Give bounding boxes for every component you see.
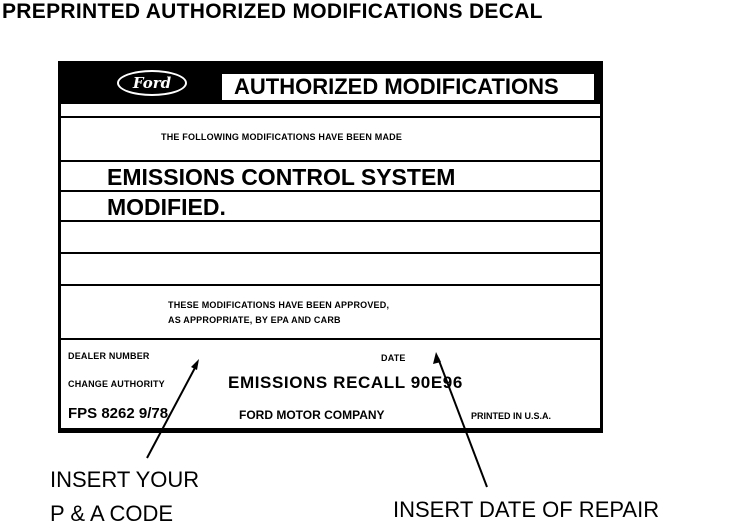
- callout-left-line-1: INSERT YOUR: [50, 467, 200, 492]
- modification-text-1: EMISSIONS CONTROL SYSTEM: [107, 164, 456, 190]
- callout-right: INSERT DATE OF REPAIR: [393, 497, 660, 522]
- date-label: DATE: [381, 353, 406, 363]
- recall-text: EMISSIONS RECALL 90E96: [228, 373, 463, 392]
- form-number: FPS 8262 9/78: [68, 405, 169, 422]
- company-name: FORD MOTOR COMPANY: [239, 408, 385, 422]
- intro-text: THE FOLLOWING MODIFICATIONS HAVE BEEN MADE: [161, 132, 403, 142]
- right-arrow: [433, 352, 487, 487]
- ford-logo: Ford: [117, 70, 187, 96]
- decal-header-title: AUTHORIZED MODIFICATIONS: [220, 72, 596, 102]
- left-arrow: [147, 359, 199, 458]
- approval-text-2: AS APPROPRIATE, BY EPA AND CARB: [168, 315, 341, 325]
- dealer-number-label: DEALER NUMBER: [68, 351, 150, 361]
- printed-in-text: PRINTED IN U.S.A.: [471, 411, 552, 421]
- modification-text-2: MODIFIED.: [107, 194, 226, 220]
- change-authority-label: CHANGE AUTHORITY: [68, 379, 165, 389]
- callout-left-line-2: P & A CODE: [50, 501, 174, 526]
- approval-text-1: THESE MODIFICATIONS HAVE BEEN APPROVED,: [168, 300, 390, 310]
- page-title: PREPRINTED AUTHORIZED MODIFICATIONS DECAL: [2, 0, 543, 23]
